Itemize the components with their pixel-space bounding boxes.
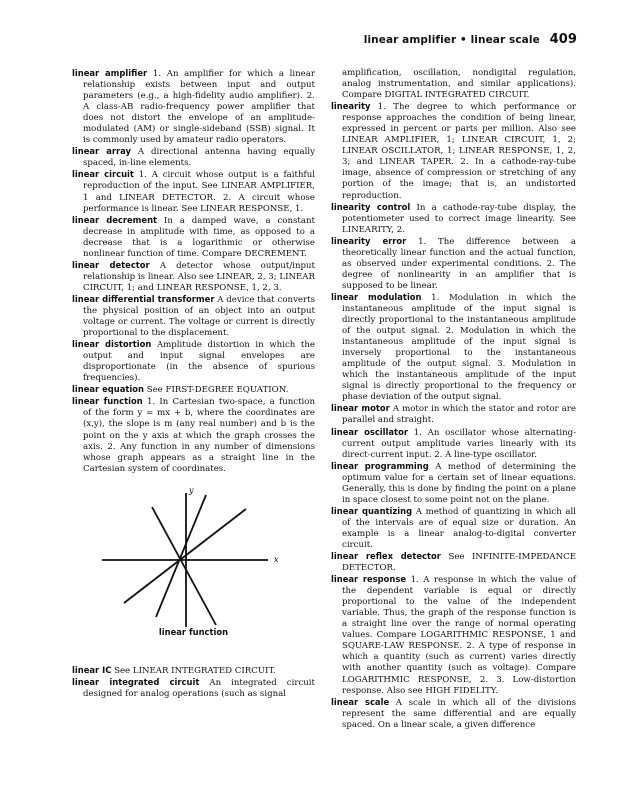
- dictionary-entry: [72, 68, 315, 146]
- entry-definition: 1. Modulation in which the instantaneous amplitude of the input signal is directly proportional to the instantaneous amplitude of the output signal. 2. Modulation in which the instantaneous amplitude of the input signal is inversely proportional to the instantaneous amplitude of the output signal. 3. Modulation in which the instantaneous amplitude of the input signal is directly proportional to the frequency or phase deviation of the output signal.: [342, 292, 576, 403]
- running-head: [364, 32, 577, 47]
- left-column: [72, 68, 315, 700]
- entry-term: linear equation: [72, 384, 144, 395]
- dictionary-entry: [72, 396, 315, 474]
- graph-line-3: [156, 495, 206, 617]
- dictionary-entry: [72, 260, 315, 294]
- entry-term: linear function: [72, 396, 143, 407]
- entry-term: linear integrated circuit: [72, 676, 200, 687]
- page-number: 409: [549, 32, 577, 47]
- entry-definition: Amplitude distortion in which the output and input signal envelopes are disproportionate (in the absence of spurious frequencies).: [83, 340, 315, 384]
- dictionary-entry: [331, 574, 576, 697]
- entry-term: linear amplifier: [72, 68, 148, 78]
- entry-term: linear array: [72, 146, 132, 157]
- entry-definition: A method of determining the optimum value for a certain set of linear equations. Generally, this is done by finding the point on a plane in space closest to some point not on the plane.: [342, 461, 576, 505]
- x-axis-label: x: [274, 554, 279, 564]
- entry-definition: A method of quantizing in which all of the intervals are of equal size or duration. An example is a linear analog-to-digital converter circuit.: [342, 506, 577, 550]
- entry-definition: A motor in which the stator and rotor are parallel and straight.: [342, 404, 576, 426]
- entry-definition: In a damped wave, a constant decrease in amplitude with time, as opposed to a decrease that is a logarithmic or otherwise nonlinear function of time. Compare DECREMENT.: [83, 215, 315, 259]
- dictionary-entry: [331, 461, 576, 506]
- entry-term: linear distortion: [72, 339, 152, 350]
- entry-definition: 1. The difference between a theoretically linear function and the actual function, as observed under experimental conditions. 2. The degree of nonlinearity in an amplifier that is supposed to be linear.: [342, 236, 576, 291]
- graph-line-1: [124, 509, 246, 603]
- entry-definition: An integrated circuit designed for analog operations (such as signal: [83, 677, 315, 699]
- entry-term: linear circuit: [72, 169, 134, 180]
- left-bottom-entries: [72, 665, 315, 700]
- dictionary-entry: [72, 294, 315, 339]
- dictionary-entry: [72, 169, 315, 214]
- linear-function-figure: [72, 485, 315, 665]
- dictionary-entry: [331, 427, 576, 461]
- dictionary-entry: [331, 551, 576, 574]
- dictionary-entry: [72, 665, 315, 677]
- right-column: [331, 68, 576, 731]
- dictionary-entry: [331, 202, 576, 236]
- entry-term: linear scale: [331, 696, 390, 707]
- continued-entry-text: amplification, oscillation, nondigital regulation, analog instrumentation, and similar applications). Compare DIGITAL INTEGRATED CIRCUIT.: [342, 68, 576, 101]
- entry-term: linear response: [331, 574, 407, 585]
- entry-definition: See INFINITE-IMPEDANCE DETECTOR.: [342, 552, 576, 574]
- dictionary-entry: [331, 292, 576, 403]
- entry-term: linear quantizing: [331, 505, 413, 516]
- entry-definition: See LINEAR INTEGRATED CIRCUIT.: [114, 665, 276, 676]
- entry-term: linear oscillator: [331, 426, 408, 437]
- entry-definition: 1. A circuit whose output is a faithful reproduction of the input. See LINEAR AMPLIFIER, 1 and LINEAR DETECTOR. 2. A circuit whose performance is linear. See LINEAR RESPONSE, 1.: [83, 170, 315, 214]
- entry-definition: A device that converts the physical position of an object into an output voltage or current. The voltage or current is directly proportional to the displacement.: [83, 294, 315, 339]
- dictionary-entry: [331, 697, 576, 731]
- entry-definition: A scale in which all of the divisions represent the same differential and are equally spaced. On a linear scale, a given difference: [342, 697, 577, 730]
- dictionary-entry: [72, 677, 315, 700]
- entry-term: linear IC: [72, 664, 112, 675]
- right-entries: [331, 101, 576, 731]
- entry-definition: See FIRST-DEGREE EQUATION.: [146, 385, 289, 396]
- entry-term: linear differential transformer: [72, 293, 215, 304]
- figure-caption: linear function: [158, 626, 229, 637]
- entry-definition: 1. In Cartesian two-space, a function of the form y = mx + b, where the coordinates are (x,y), the slope is m (any real number) and b is the point on the y axis at which the graph crosses the axis. 2. Any function in any number of dimensions whose graph appears as a straight line in the Cartesian system of coordinates.: [83, 397, 315, 474]
- entry-definition: 1. An oscillator whose alternating-current output amplitude varies linearly with its direct-current input. 2. A line-type oscillator.: [342, 427, 577, 460]
- dictionary-entry: [72, 146, 315, 169]
- entry-term: linear decrement: [72, 214, 158, 225]
- entry-definition: 1. An amplifier for which a linear relationship exists between input and output parameters (e.g., a high-fidelity audio amplifier). 2. A class-AB radio-frequency power amplifier that does not distort the envelope of an amplitude-modulated (AM) or single-sideband (SSB) signal. It is commonly used by amateur radio operators.: [83, 69, 316, 146]
- entry-term: linear reflex detector: [331, 551, 441, 562]
- entry-term: linear programming: [331, 460, 429, 471]
- dictionary-entry: [72, 339, 315, 384]
- entry-term: linearity error: [331, 235, 407, 246]
- running-title: linear amplifier • linear scale: [363, 34, 540, 46]
- entry-term: linear motor: [331, 403, 390, 414]
- dictionary-entry: [331, 506, 576, 551]
- entry-term: linear detector: [72, 259, 150, 270]
- dictionary-entry: [72, 215, 315, 260]
- dictionary-entry: [331, 101, 576, 201]
- dictionary-entry: [331, 403, 576, 426]
- graph-line-2: [152, 507, 216, 625]
- entry-definition: A directional antenna having equally spaced, in-line elements.: [83, 147, 315, 169]
- entry-definition: In a cathode-ray-tube display, the potentiometer used to correct image linearity. See LINEARITY, 2.: [342, 202, 576, 235]
- left-entries: [72, 68, 315, 475]
- entry-term: linear modulation: [331, 291, 422, 302]
- dictionary-entry: [72, 384, 315, 396]
- entry-definition: A detector whose output/input relationship is linear. Also see LINEAR, 2, 3; LINEAR CIRCUIT, 1; and LINEAR RESPONSE, 1, 2, 3.: [83, 260, 315, 293]
- dictionary-entry: [331, 236, 576, 292]
- y-axis-label: y: [189, 485, 194, 495]
- entry-term: linearity: [331, 101, 371, 112]
- entry-term: linearity control: [331, 201, 411, 212]
- entry-definition: 1. A response in which the value of the dependent variable is equal or directly proportional to the value of the independent variable. Thus, the graph of the response function is a straight line over the range of normal operating values. Compare LOGARITHMIC RESPONSE, 1 and SQUARE-LAW RESPONSE. 2. A type of response in which a quantity (such as current) varies directly with another quantity (such as voltage). Compare LOGARITHMIC RESPONSE, 2. 3. Low-distortion response. Also see HIGH FIDELITY.: [342, 575, 576, 696]
- entry-definition: 1. The degree to which performance or response approaches the condition of being linear, expressed in percent or parts per million. Also see LINEAR AMPLIFIER, 1; LINEAR CIRCUIT, 1, 2; LINEAR OSCILLATOR, 1; LINEAR RESPONSE, 1, 2, 3; and LINEAR TAPER. 2. In a cathode-ray-tube image, absence of compression or stretching of any portion of the image; that is, an undistorted reproduction.: [342, 102, 576, 201]
